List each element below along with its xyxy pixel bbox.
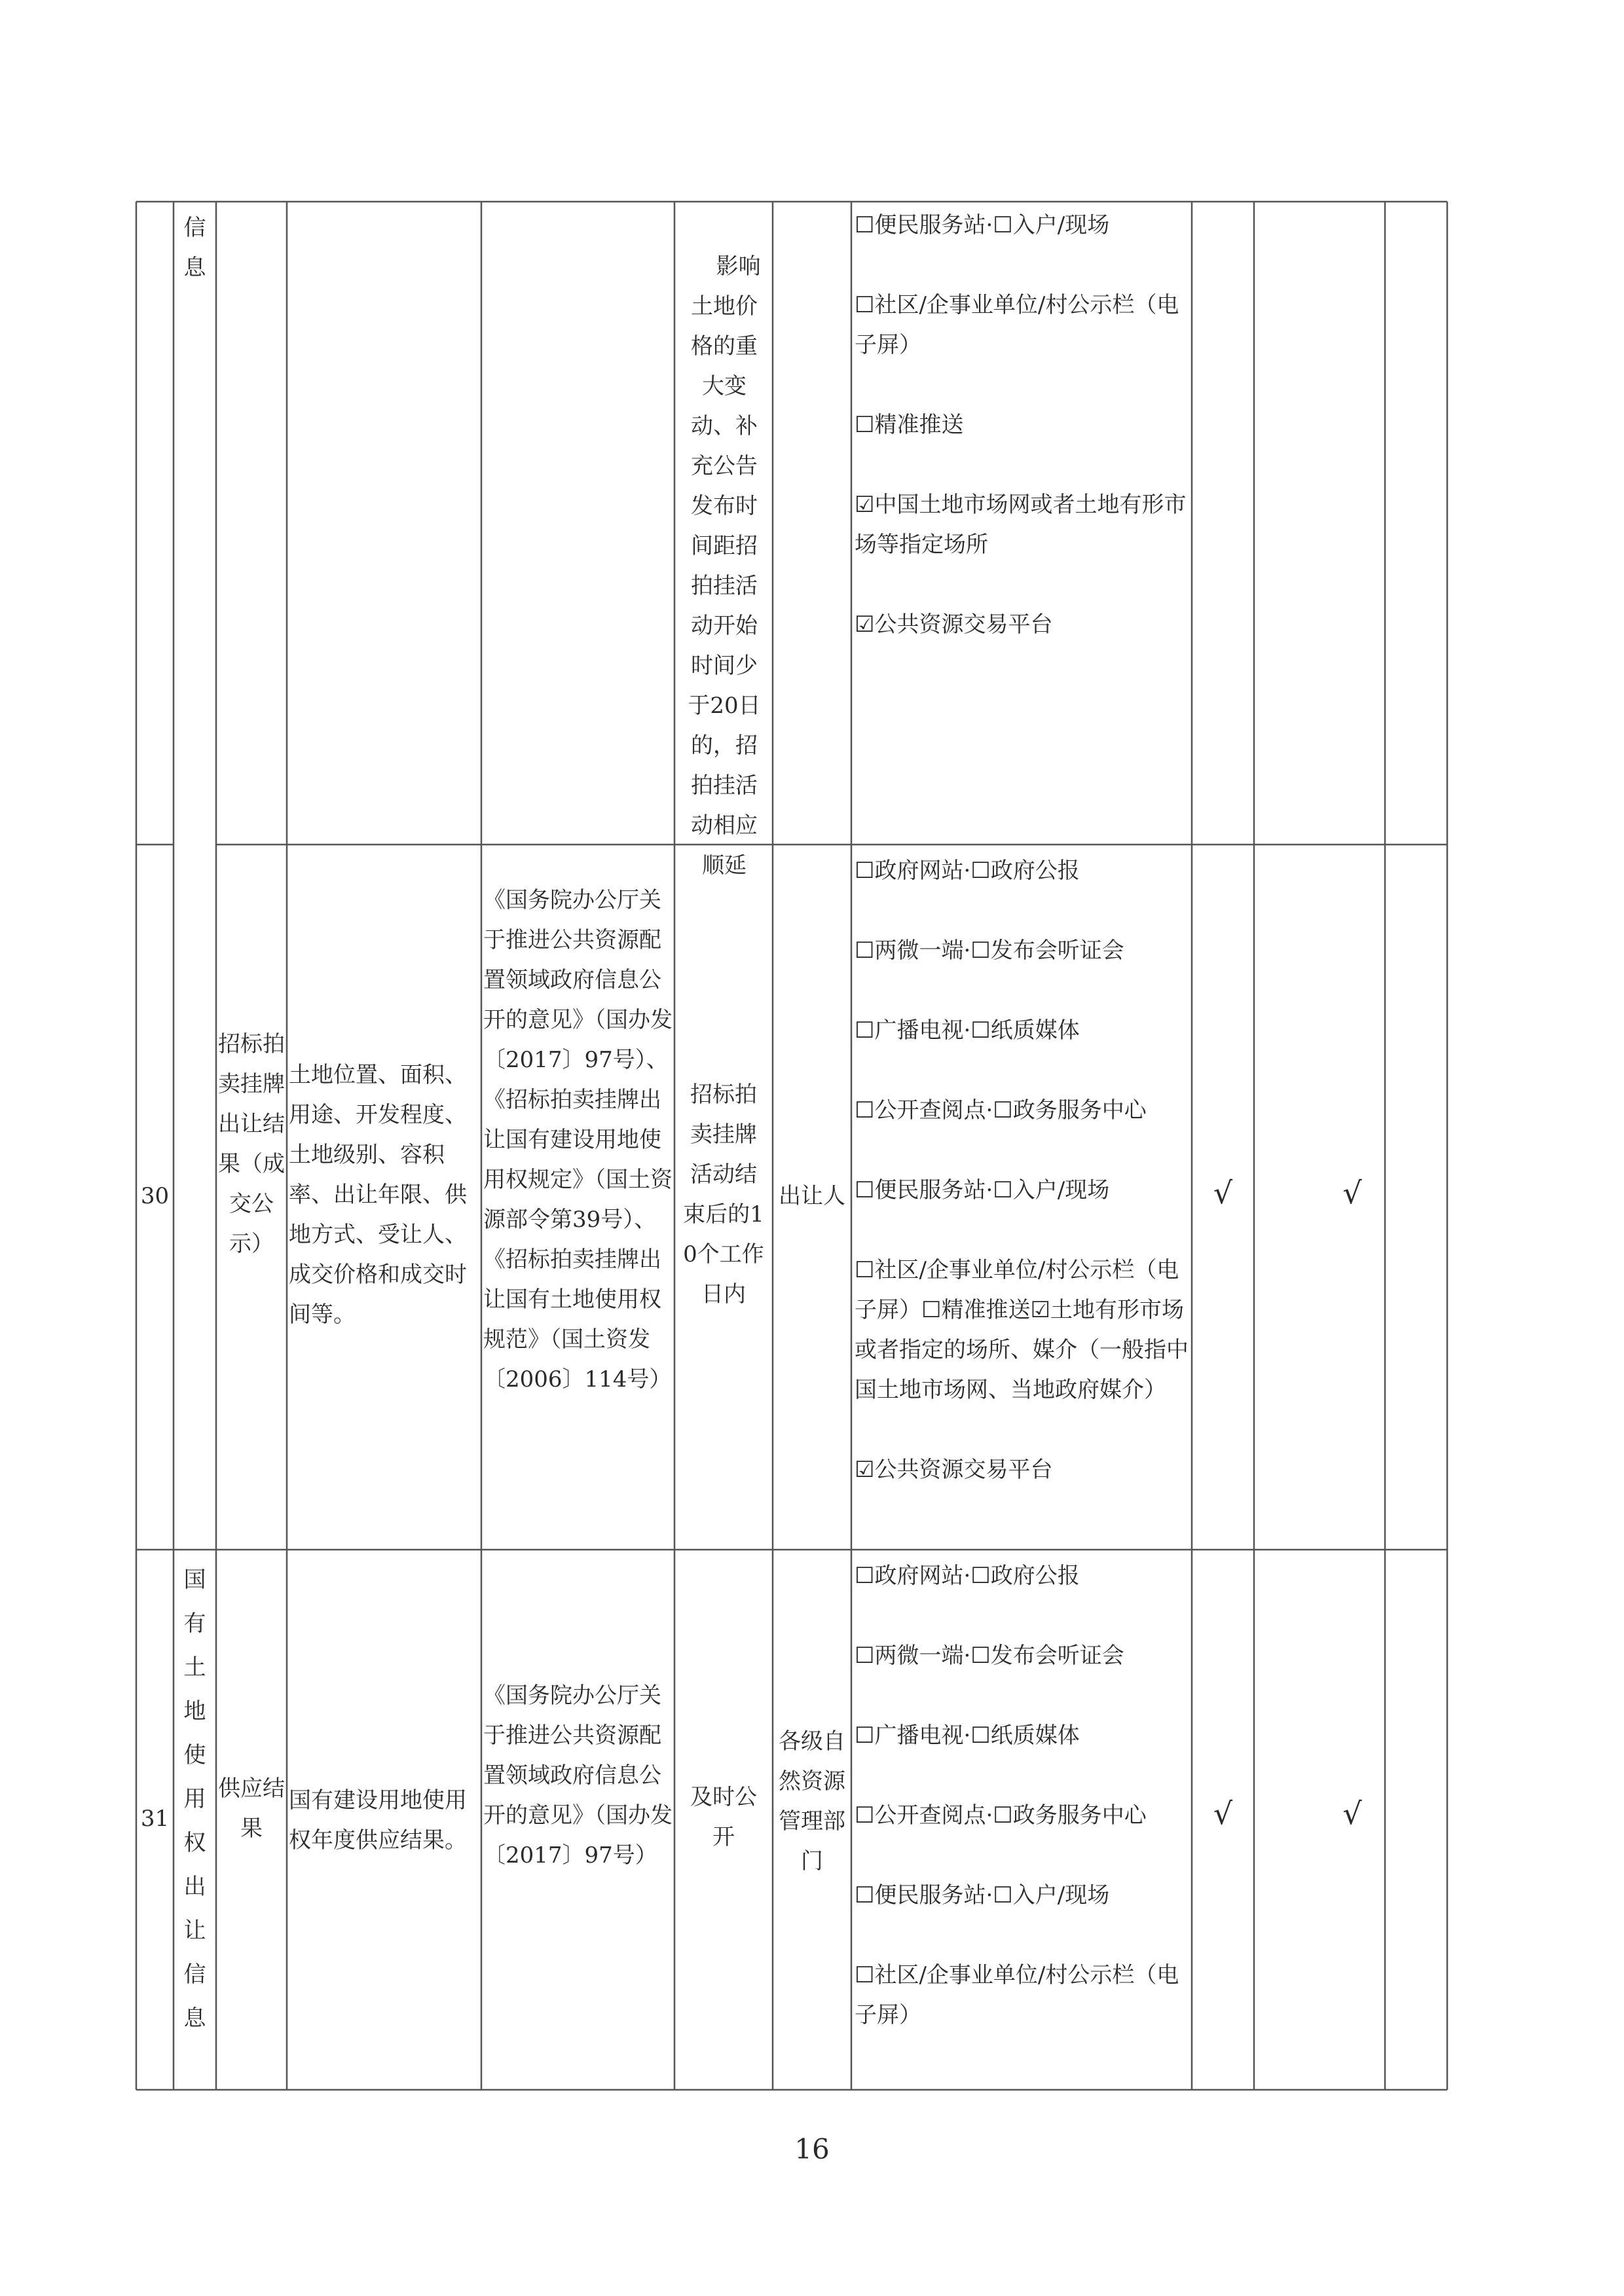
subject-cell: 出让人 [779,1183,845,1209]
channel-option: ☐便民服务站·☐入户/现场 [855,1177,1110,1203]
row-number: 30 [140,1183,170,1209]
channel-option: ☐广播电视·☐纸质媒体 [855,1017,1080,1044]
category-text: 国有土地使用权出让信息 [183,1567,206,2032]
disclosure-condition-text: 影响土地价格的重大变动、补充公告发布时间距招拍挂活动开始时间少于20日的，招拍挂活动相应顺延 [688,253,761,879]
channel-option: ☐社区/企事业单位/村公示栏（电子屏） [855,292,1179,358]
page-number: 16 [794,2133,830,2165]
item-name-cell: 招标拍卖挂牌出让结果（成交公示） [218,1031,285,1257]
check-mark-a: √ [1213,1796,1233,1831]
basis-cell: 《国务院办公厅关于推进公共资源配置领域政府信息公开的意见》（国办发〔2017〕97号） [483,1683,673,1868]
channel-option: ☐广播电视·☐纸质媒体 [855,1722,1080,1749]
channel-option: ☐两微一端·☐发布会听证会 [855,1643,1124,1669]
subject-cell: 各级自然资源管理部门 [779,1728,845,1874]
category-cell [174,1558,216,2041]
channels-cell [855,206,1189,645]
channel-option: ☐政府网站·☐政府公报 [855,1563,1080,1589]
check-mark-b: √ [1342,1796,1362,1831]
channel-option: ☐精准推送 [855,412,964,438]
channel-option: ☑公共资源交易平台 [855,611,1053,638]
channels-cell [855,851,1190,1490]
channel-option: ☐公开查阅点·☐政务服务中心 [855,1802,1147,1829]
content-cell: 土地位置、面积、用途、开发程度、土地级别、容积率、出让年限、供地方式、受让人、成交价格和成交时间等。 [289,1062,467,1328]
basis-cell: 《国务院办公厅关于推进公共资源配置领域政府信息公开的意见》（国办发〔2017〕97号）、《招标拍卖挂牌出让国有建设用地使用权规定》（国土资源部令第39号）、《招标拍卖挂牌出让国有土地使用权规范》（国土资发〔2006〕114号） [483,887,673,1393]
time-limit-cell: 及时公开 [690,1784,757,1850]
check-mark-b: √ [1342,1175,1362,1211]
channel-option: ☐社区/企事业单位/村公示栏（电子屏） [855,1962,1179,2028]
channel-option: ☐便民服务站·☐入户/现场 [855,1882,1110,1908]
channel-option: ☐便民服务站·☐入户/现场 [855,212,1110,238]
channel-option: ☑公共资源交易平台 [855,1457,1053,1483]
item-name-cell: 供应结果 [218,1776,285,1842]
channel-option: ☐公开查阅点·☐政务服务中心 [855,1097,1147,1123]
channel-option: ☐政府网站·☐政府公报 [855,858,1080,884]
time-limit-cell: 招标拍卖挂牌活动结束后的10个工作日内 [683,1082,764,1307]
category-text: 信息 [183,215,206,281]
content-cell: 国有建设用地使用权年度供应结果。 [289,1787,467,1853]
disclosure-condition-cell [684,207,764,926]
channel-option: ☑中国土地市场网或者土地有形市场等指定场所 [855,492,1187,558]
channel-option: ☐两微一端·☐发布会听证会 [855,938,1124,964]
category-cell [174,208,216,288]
check-mark-a: √ [1213,1175,1233,1211]
channels-cell [855,1556,1190,2035]
row-number: 31 [140,1806,170,1832]
channel-option: ☐社区/企事业单位/村公示栏（电子屏）☐精准推送☑土地有形市场或者指定的场所、媒介（一般指中国土地市场网、当地政府媒介） [855,1257,1189,1403]
